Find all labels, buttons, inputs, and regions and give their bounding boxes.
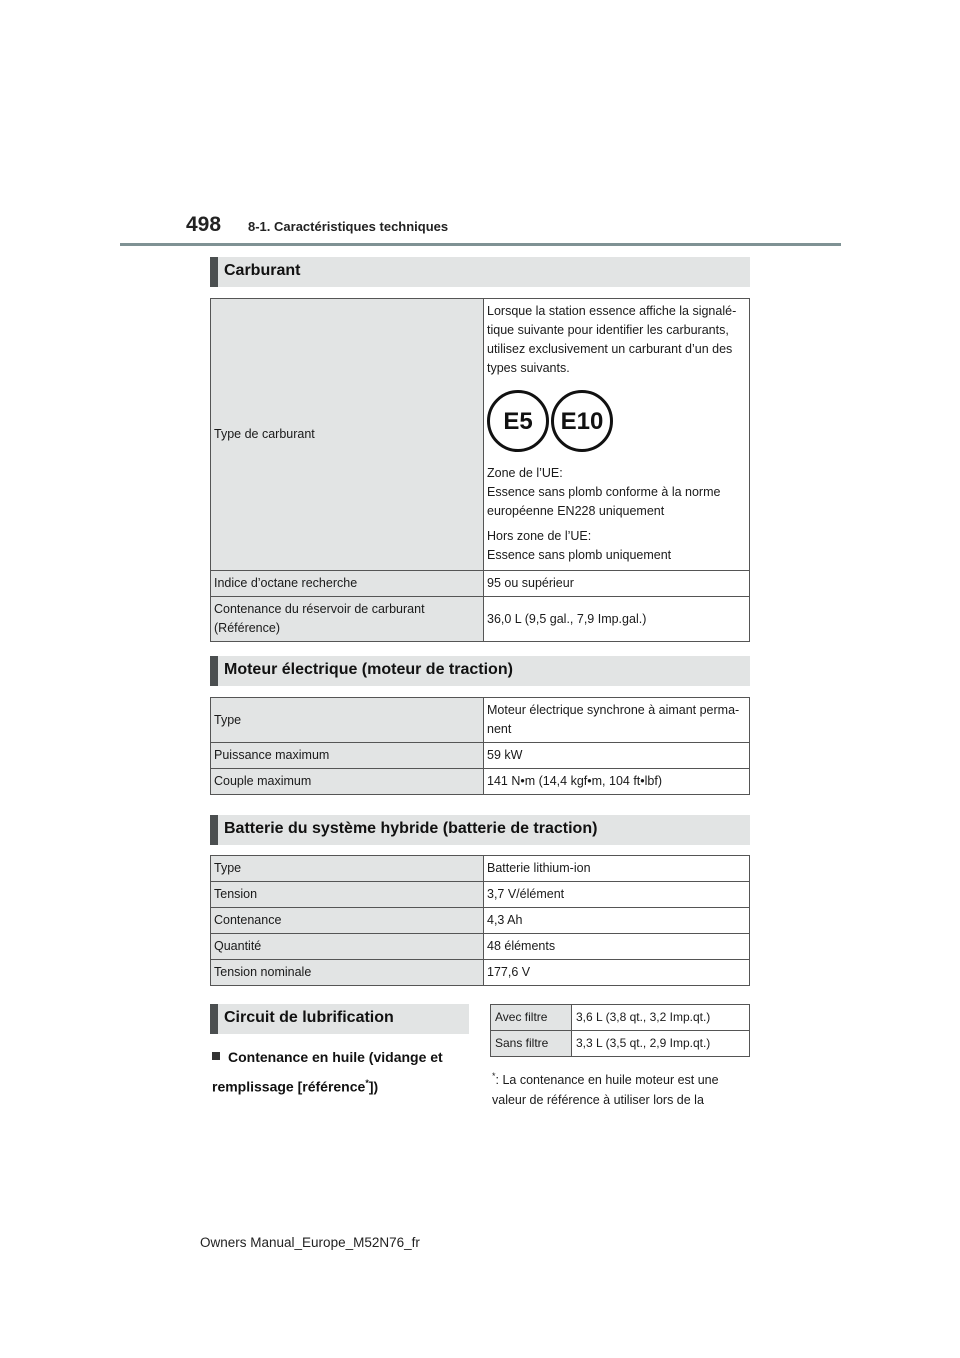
battery-type-label: Type <box>211 856 484 882</box>
fuel-type-label: Type de carburant <box>211 299 484 571</box>
oil-capacity-heading-text: Contenance en huile (vidange et remplissage [référence <box>212 1049 443 1095</box>
document-id: Owners Manual_Europe_M52N76_fr <box>200 1235 420 1250</box>
max-power-value: 59 kW <box>484 743 750 769</box>
oil-capacity-heading <box>212 1044 462 1100</box>
fuel-type-value <box>484 299 750 571</box>
page-number: 498 <box>186 213 222 236</box>
table-row <box>211 856 750 882</box>
tank-capacity-label: Contenance du réservoir de carburant (Référence) <box>211 597 484 642</box>
table-row <box>211 597 750 642</box>
e10-badge: E10 <box>551 390 613 452</box>
octane-label: Indice d’octane recherche <box>211 571 484 597</box>
table-row <box>211 934 750 960</box>
table-row <box>211 743 750 769</box>
e5-badge: E5 <box>487 390 549 452</box>
with-filter-value: 3,6 L (3,8 qt., 3,2 Imp.qt.) <box>572 1005 750 1031</box>
section-title: 8-1. Caractéristiques techniques <box>248 219 449 234</box>
motor-heading: Moteur électrique (moteur de traction) <box>210 656 750 686</box>
non-eu-zone-text: Essence sans plomb uniquement <box>487 548 672 562</box>
lubrication-heading: Circuit de lubrification <box>210 1004 469 1034</box>
table-row <box>211 908 750 934</box>
footnote-text: : La contenance en huile moteur est une valeur de référence à utiliser lors de la <box>492 1073 719 1108</box>
max-torque-value: 141 N•m (14,4 kgf•m, 104 ft•lbf) <box>484 769 750 795</box>
quantity-label: Quantité <box>211 934 484 960</box>
voltage-value: 3,7 V/élément <box>484 882 750 908</box>
eu-zone-text: Essence sans plomb conforme à la norme européenne EN228 uniquement <box>487 485 721 518</box>
nominal-voltage-label: Tension nominale <box>211 960 484 986</box>
bullet-square-icon <box>212 1052 220 1060</box>
max-power-label: Puissance maximum <box>211 743 484 769</box>
fuel-table <box>210 298 750 642</box>
battery-type-value: Batterie lithium-ion <box>484 856 750 882</box>
fuel-intro: Lorsque la station essence affiche la signalé-tique suivante pour identifier les carburants, utilisez exclusivement un carburant d’un des types suivants. <box>487 304 737 375</box>
tank-capacity-value: 36,0 L (9,5 gal., 7,9 Imp.gal.) <box>484 597 750 642</box>
with-filter-label: Avec filtre <box>491 1005 572 1031</box>
table-row <box>211 769 750 795</box>
fuel-badges <box>487 390 746 452</box>
table-row <box>491 1031 750 1057</box>
battery-table <box>210 855 750 986</box>
motor-type-label: Type <box>211 698 484 743</box>
quantity-value: 48 éléments <box>484 934 750 960</box>
capacity-label: Contenance <box>211 908 484 934</box>
table-row <box>211 571 750 597</box>
motor-type-value: Moteur électrique synchrone à aimant perma-nent <box>484 698 750 743</box>
reference-mark: * <box>365 1078 369 1088</box>
footnote <box>492 1066 748 1110</box>
fuel-heading: Carburant <box>210 257 750 287</box>
without-filter-value: 3,3 L (3,5 qt., 2,9 Imp.qt.) <box>572 1031 750 1057</box>
battery-heading: Batterie du système hybride (batterie de traction) <box>210 815 750 845</box>
oil-table <box>490 1004 750 1057</box>
header-rule <box>120 243 841 246</box>
without-filter-label: Sans filtre <box>491 1031 572 1057</box>
octane-value: 95 ou supérieur <box>484 571 750 597</box>
footnote-mark: * <box>492 1071 496 1081</box>
table-row <box>211 698 750 743</box>
oil-capacity-heading-end: ]) <box>368 1078 379 1095</box>
capacity-value: 4,3 Ah <box>484 908 750 934</box>
table-row <box>491 1005 750 1031</box>
non-eu-zone-label: Hors zone de l’UE: <box>487 529 592 543</box>
table-row <box>211 299 750 571</box>
motor-table <box>210 697 750 795</box>
voltage-label: Tension <box>211 882 484 908</box>
eu-zone-label: Zone de l’UE: <box>487 466 563 480</box>
nominal-voltage-value: 177,6 V <box>484 960 750 986</box>
max-torque-label: Couple maximum <box>211 769 484 795</box>
table-row <box>211 960 750 986</box>
table-row <box>211 882 750 908</box>
